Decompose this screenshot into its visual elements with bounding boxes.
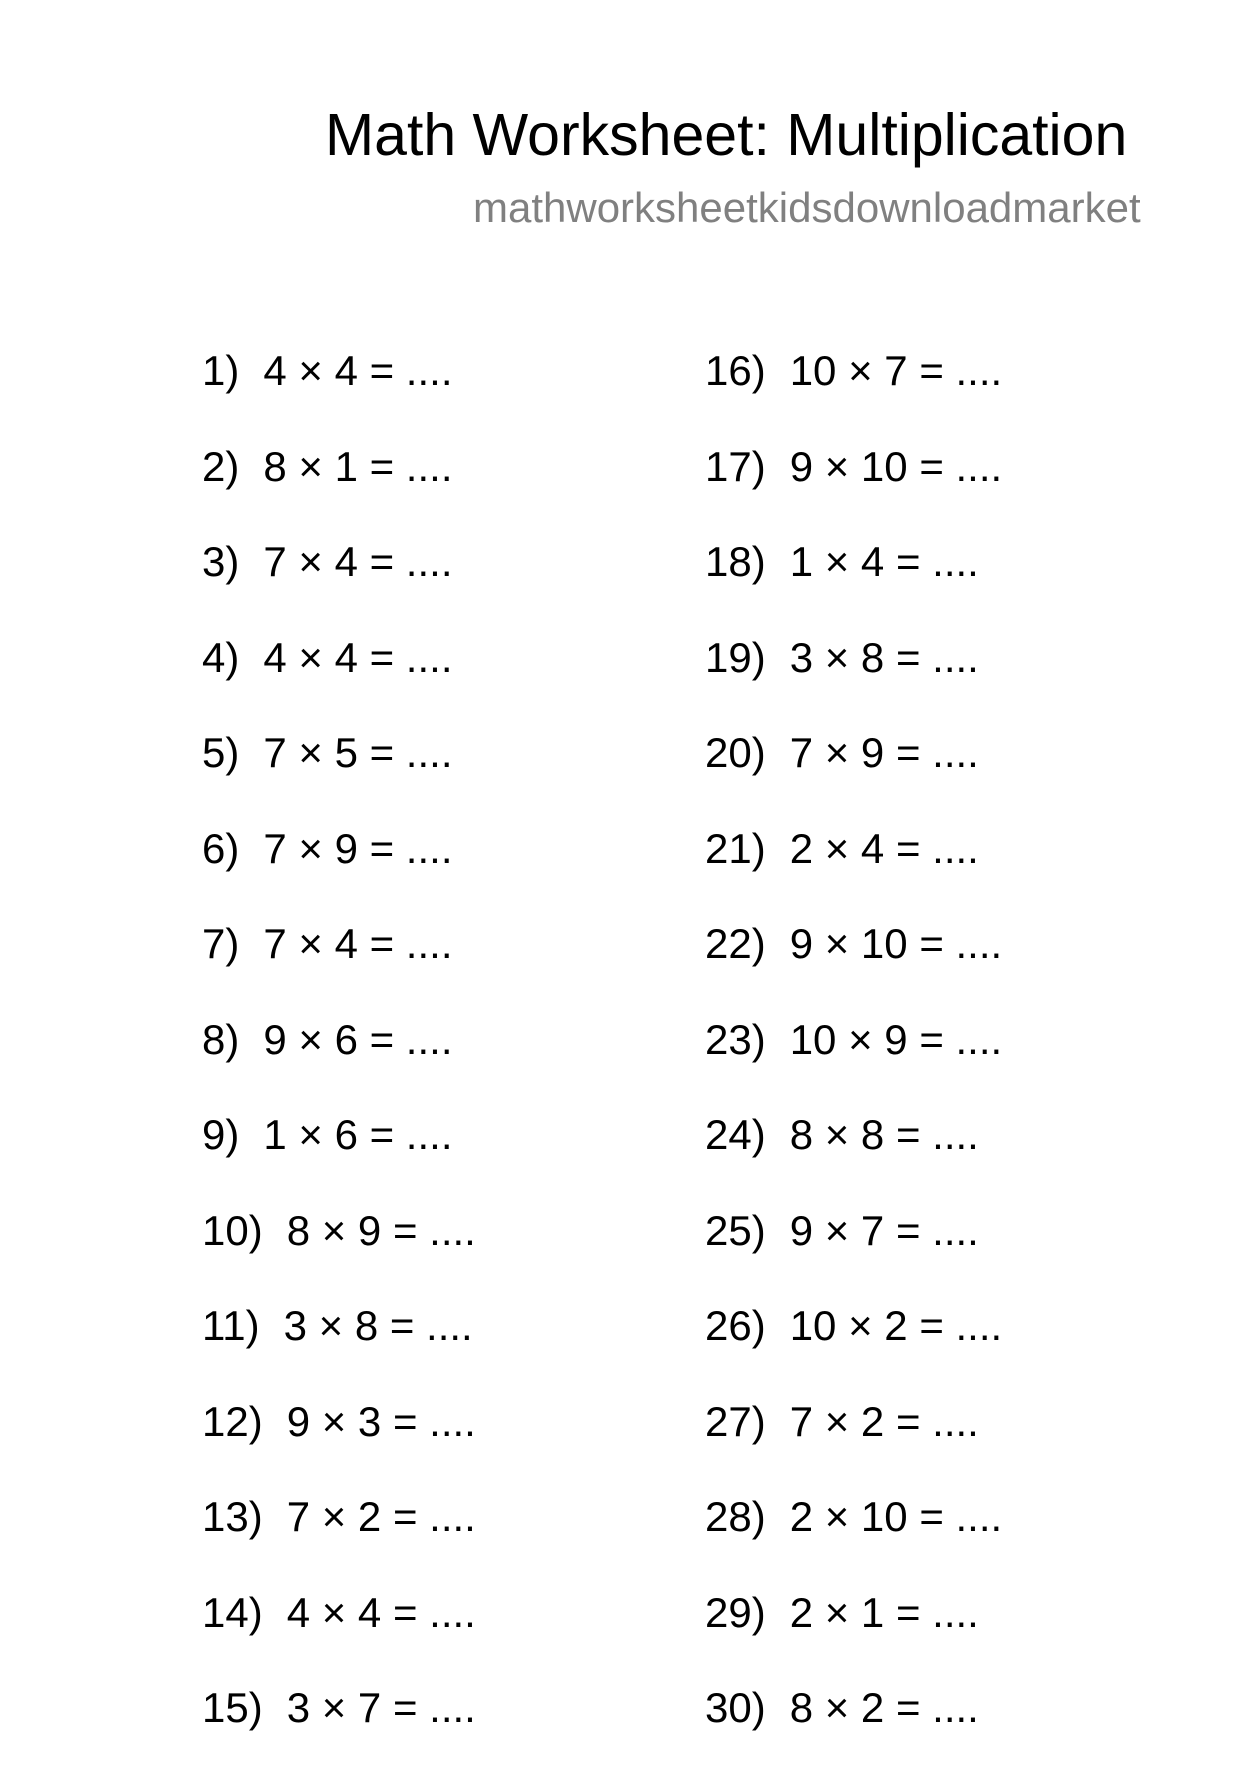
problem-item <box>202 727 476 823</box>
problem-item <box>202 536 476 632</box>
problem-number: 8) <box>202 1015 240 1063</box>
problem-number: 22) <box>705 920 766 967</box>
problem-expression: 1 × 6 = .... <box>263 1111 453 1158</box>
problem-item <box>202 918 476 1014</box>
problem-item <box>202 823 476 919</box>
problem-expression: 3 × 8 = .... <box>283 1302 473 1349</box>
problem-number: 27) <box>705 1397 766 1445</box>
problem-number: 18) <box>705 538 766 585</box>
problem-expression: 8 × 9 = .... <box>286 1206 476 1254</box>
problem-item <box>202 1205 476 1301</box>
problem-expression: 9 × 10 = .... <box>789 442 1003 490</box>
problem-number: 4) <box>202 633 240 681</box>
problem-expression: 4 × 4 = .... <box>263 633 453 681</box>
problem-number: 2) <box>202 442 240 490</box>
problem-item <box>705 1109 1002 1205</box>
problem-expression: 8 × 1 = .... <box>263 442 453 490</box>
worksheet-title: Math Worksheet: Multiplication <box>325 102 1128 168</box>
problem-number: 25) <box>705 1206 766 1254</box>
problem-number: 9) <box>202 1111 240 1158</box>
problem-number: 21) <box>705 824 766 872</box>
problem-expression: 3 × 8 = .... <box>789 633 979 681</box>
problem-expression: 7 × 9 = .... <box>789 729 979 776</box>
problem-item <box>705 1682 1002 1778</box>
problem-expression: 2 × 4 = .... <box>789 824 979 872</box>
problem-item <box>705 823 1002 919</box>
problem-expression: 8 × 2 = .... <box>789 1684 979 1731</box>
problem-expression: 10 × 7 = .... <box>789 347 1003 394</box>
problem-item <box>705 632 1002 728</box>
problem-item <box>202 441 476 537</box>
problem-expression: 7 × 2 = .... <box>286 1493 476 1540</box>
problem-number: 19) <box>705 633 766 681</box>
problem-item <box>202 1587 476 1683</box>
problem-number: 20) <box>705 729 766 776</box>
problem-expression: 7 × 9 = .... <box>263 824 453 872</box>
problem-item <box>705 536 1002 632</box>
problem-item <box>705 1587 1002 1683</box>
problem-number: 13) <box>202 1493 263 1540</box>
problem-item <box>705 1491 1002 1587</box>
problem-expression: 2 × 1 = .... <box>789 1588 979 1636</box>
problem-item <box>202 1300 476 1396</box>
problem-item <box>202 1491 476 1587</box>
problems-column-left <box>202 345 476 1778</box>
problem-number: 26) <box>705 1302 766 1349</box>
problem-expression: 7 × 5 = .... <box>263 729 453 776</box>
problem-expression: 4 × 4 = .... <box>263 347 453 394</box>
problem-number: 7) <box>202 920 240 967</box>
problem-number: 5) <box>202 729 240 776</box>
problem-expression: 8 × 8 = .... <box>789 1111 979 1158</box>
problem-item <box>202 632 476 728</box>
problem-number: 23) <box>705 1015 766 1063</box>
problem-expression: 7 × 2 = .... <box>789 1397 979 1445</box>
problems-column-right <box>705 345 1002 1778</box>
problem-expression: 10 × 9 = .... <box>789 1015 1003 1063</box>
problem-expression: 9 × 7 = .... <box>789 1206 979 1254</box>
problem-number: 30) <box>705 1684 766 1731</box>
problem-number: 12) <box>202 1397 263 1445</box>
problem-number: 28) <box>705 1493 766 1540</box>
problem-number: 17) <box>705 442 766 490</box>
problem-expression: 2 × 10 = .... <box>789 1493 1003 1540</box>
problem-item <box>705 918 1002 1014</box>
problem-item <box>202 1109 476 1205</box>
problem-item <box>705 1396 1002 1492</box>
problem-expression: 7 × 4 = .... <box>263 538 453 585</box>
problem-item <box>202 345 476 441</box>
problem-number: 3) <box>202 538 240 585</box>
problem-item <box>202 1682 476 1778</box>
problem-item <box>705 441 1002 537</box>
problem-number: 14) <box>202 1588 263 1636</box>
problem-expression: 3 × 7 = .... <box>286 1684 476 1731</box>
problem-item <box>705 727 1002 823</box>
problem-number: 11) <box>202 1302 260 1349</box>
problem-expression: 4 × 4 = .... <box>286 1588 476 1636</box>
problem-item <box>202 1396 476 1492</box>
problem-number: 1) <box>202 347 240 394</box>
problem-item <box>202 1014 476 1110</box>
problem-item <box>705 1300 1002 1396</box>
problem-number: 29) <box>705 1588 766 1636</box>
problem-expression: 1 × 4 = .... <box>789 538 979 585</box>
problem-number: 24) <box>705 1111 766 1158</box>
worksheet-subtitle: mathworksheetkidsdownloadmarket <box>473 184 1141 231</box>
problem-item <box>705 1205 1002 1301</box>
problem-expression: 9 × 3 = .... <box>286 1397 476 1445</box>
problem-expression: 7 × 4 = .... <box>263 920 453 967</box>
problem-number: 15) <box>202 1684 263 1731</box>
problem-number: 10) <box>202 1206 263 1254</box>
problem-expression: 9 × 10 = .... <box>789 920 1003 967</box>
problem-expression: 10 × 2 = .... <box>789 1302 1003 1349</box>
problem-expression: 9 × 6 = .... <box>263 1015 453 1063</box>
problem-number: 6) <box>202 824 240 872</box>
problem-number: 16) <box>705 347 766 394</box>
problem-item <box>705 345 1002 441</box>
problem-item <box>705 1014 1002 1110</box>
